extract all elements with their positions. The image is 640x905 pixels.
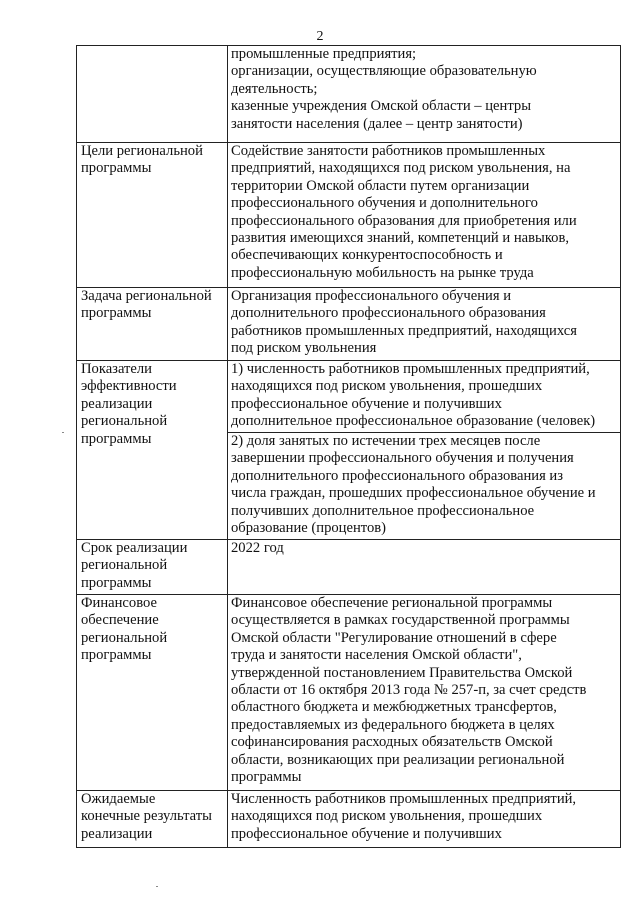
table-row-financing — [77, 595, 621, 791]
table-row-indicators-1 — [77, 361, 621, 433]
scan-speck — [156, 886, 158, 887]
text-line: организации, осуществляющие образовательную — [231, 63, 537, 80]
text-line: дополнительное профессиональное образование (человек) — [231, 413, 596, 430]
text-line: дополнительного профессионального образования из — [231, 467, 564, 484]
label-line: Цели региональной — [81, 143, 203, 159]
program-passport-table — [76, 45, 621, 848]
row-content — [228, 540, 621, 595]
label-line: эффективности — [81, 378, 177, 395]
label-line: программы — [81, 574, 152, 591]
label-line: региональной — [81, 557, 168, 574]
row-label — [77, 791, 228, 848]
text-line: под риском увольнения — [231, 340, 377, 357]
text-line: труда и занятости населения Омской области", — [231, 647, 522, 664]
row-label — [77, 46, 228, 143]
text-line: предоставляемых из федерального бюджета в целях — [231, 716, 555, 733]
label-line: реализации — [81, 395, 153, 412]
text-line: образование (процентов) — [231, 520, 386, 537]
text-line: 1) численность работников промышленных предприятий, — [231, 361, 590, 377]
table-row-results — [77, 791, 621, 848]
label-line: конечные результаты — [81, 808, 212, 825]
text-line: Омской области "Регулирование отношений в сфере — [231, 629, 557, 646]
label-line: программы — [81, 305, 152, 322]
label-line: Ожидаемые — [81, 791, 156, 807]
text-line: профессиональное обучение и получивших — [231, 395, 502, 412]
text-line: находящихся под риском увольнения, прошедших — [231, 378, 543, 395]
table-row-participants — [77, 46, 621, 143]
text-line: Финансовое обеспечение региональной программы — [231, 595, 553, 611]
text-line: дополнительного профессионального образования — [231, 305, 546, 322]
row-content — [228, 143, 621, 288]
text-line: развития имеющихся знаний, компетенций и навыков, — [231, 230, 570, 247]
label-line: программы — [81, 160, 152, 177]
label-line: обеспечение — [81, 612, 159, 629]
text-line: Содействие занятости работников промышленных — [231, 143, 546, 159]
text-line: Численность работников промышленных предприятий, — [231, 791, 577, 807]
indicator-2 — [228, 433, 621, 540]
text-line: завершении профессионального обучения и получения — [231, 450, 574, 467]
label-line: Финансовое — [81, 595, 157, 611]
text-line: области от 16 октября 2013 года № 257-п, за счет средств — [231, 682, 587, 699]
page-number: 2 — [316, 29, 324, 44]
indicator-1 — [228, 361, 621, 433]
text-line: занятости населения (далее – центр занятости) — [231, 115, 523, 132]
text-line: профессионального обучения и дополнительного — [231, 195, 538, 212]
row-label — [77, 288, 228, 361]
row-label — [77, 143, 228, 288]
text-line: Организация профессионального обучения и — [231, 288, 512, 304]
text-line: работников промышленных предприятий, находящихся — [231, 322, 577, 339]
row-label — [77, 540, 228, 595]
label-line: реализации — [81, 825, 153, 842]
row-content — [228, 288, 621, 361]
table-row-goals — [77, 143, 621, 288]
label-line: программы — [81, 647, 152, 664]
row-content — [228, 46, 621, 143]
text-line: 2022 год — [231, 540, 284, 556]
row-content — [228, 791, 621, 848]
label-line: региональной — [81, 629, 168, 646]
row-label — [77, 361, 228, 540]
text-line: программы — [231, 769, 302, 786]
text-line: утвержденной постановлением Правительства Омской — [231, 664, 573, 681]
text-line: числа граждан, прошедших профессиональное обучение и — [231, 485, 596, 502]
table-row-task — [77, 288, 621, 361]
text-line: софинансирования расходных обязательств Омской — [231, 734, 553, 751]
row-label — [77, 595, 228, 791]
text-line: промышленные предприятия; — [231, 46, 417, 62]
table-row-term — [77, 540, 621, 595]
text-line: предприятий, находящихся под риском увольнения, на — [231, 160, 571, 177]
text-line: профессиональное обучение и получивших — [231, 825, 502, 842]
text-line: находящихся под риском увольнения, прошедших — [231, 808, 543, 825]
scan-speck — [62, 432, 64, 433]
label-line: Задача региональной — [81, 288, 212, 304]
label-line: Срок реализации — [81, 540, 188, 556]
text-line: получивших дополнительное профессиональное — [231, 502, 535, 519]
label-line: региональной — [81, 413, 168, 430]
label-line: программы — [81, 430, 152, 447]
text-line: области, возникающих при реализации региональной — [231, 751, 565, 768]
text-line: 2) доля занятых по истечении трех месяцев после — [231, 433, 541, 449]
text-line: профессиональную мобильность на рынке труда — [231, 264, 534, 281]
text-line: обеспечивающих конкурентоспособность и — [231, 247, 503, 264]
row-content — [228, 595, 621, 791]
text-line: деятельность; — [231, 80, 318, 97]
text-line: профессионального образования для приобретения или — [231, 212, 577, 229]
text-line: казенные учреждения Омской области – центры — [231, 98, 532, 115]
text-line: областного бюджета и межбюджетных трансфертов, — [231, 699, 557, 716]
label-line: Показатели — [81, 361, 152, 377]
text-line: территории Омской области путем организации — [231, 177, 530, 194]
text-line: осуществляется в рамках государственной программы — [231, 612, 570, 629]
